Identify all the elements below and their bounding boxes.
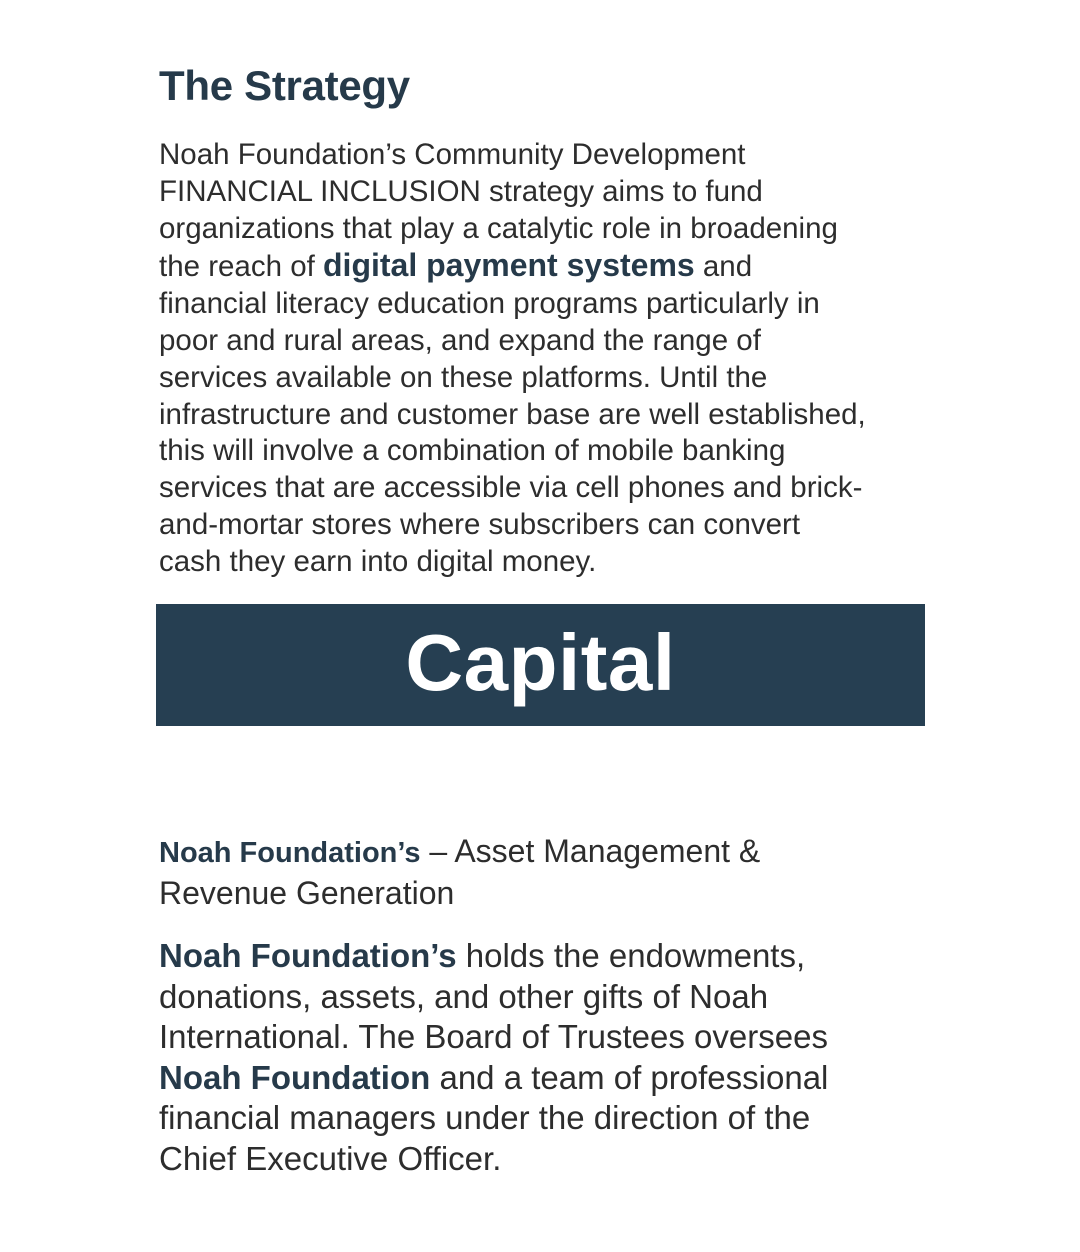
strategy-line: and-mortar stores where subscribers can convert	[159, 507, 801, 541]
strategy-paragraph	[159, 137, 949, 581]
strategy-line-emphasis	[159, 247, 949, 286]
strategy-line: services available on these platforms. Until the	[159, 360, 768, 394]
strategy-line: poor and rural areas, and expand the range of	[159, 323, 761, 357]
strategy-line: FINANCIAL INCLUSION strategy aims to fund	[159, 174, 763, 208]
asset-text: holds the endowments,	[456, 937, 806, 974]
strategy-text: and	[694, 250, 753, 284]
org-name-bold: Noah Foundation	[159, 1058, 431, 1096]
asset-text: International. The Board of Trustees oversees	[159, 1018, 828, 1055]
emphasis-digital-payment-systems: digital payment systems	[323, 247, 695, 284]
asset-text: donations, assets, and other gifts of Noah	[159, 977, 769, 1015]
asset-text: Chief Executive Officer.	[159, 1139, 502, 1177]
section-heading-strategy: The Strategy	[159, 62, 410, 109]
strategy-line: infrastructure and customer base are well established,	[159, 397, 866, 431]
asset-paragraph	[159, 936, 939, 1179]
strategy-text: the reach of	[159, 250, 323, 284]
asset-subheading	[159, 831, 919, 913]
capital-banner	[156, 604, 925, 726]
banner-title: Capital	[405, 618, 676, 707]
strategy-line: cash they earn into digital money.	[159, 544, 597, 578]
asset-text: and a team of professional	[430, 1058, 829, 1096]
subheading-org-name: Noah Foundation’s	[159, 837, 421, 869]
strategy-line: this will involve a combination of mobile banking	[159, 434, 786, 468]
subheading-text: – Asset Management &	[420, 833, 761, 869]
strategy-line: services that are accessible via cell phones and brick-	[159, 471, 863, 505]
asset-text: financial managers under the direction of the	[159, 1099, 811, 1136]
strategy-line: organizations that play a catalytic role in broadening	[159, 211, 838, 245]
org-name-bold: Noah Foundation’s	[159, 937, 457, 974]
subheading-text: Revenue Generation	[159, 875, 455, 911]
strategy-line: Noah Foundation’s Community Development	[159, 138, 746, 171]
strategy-line: financial literacy education programs particularly in	[159, 287, 820, 321]
